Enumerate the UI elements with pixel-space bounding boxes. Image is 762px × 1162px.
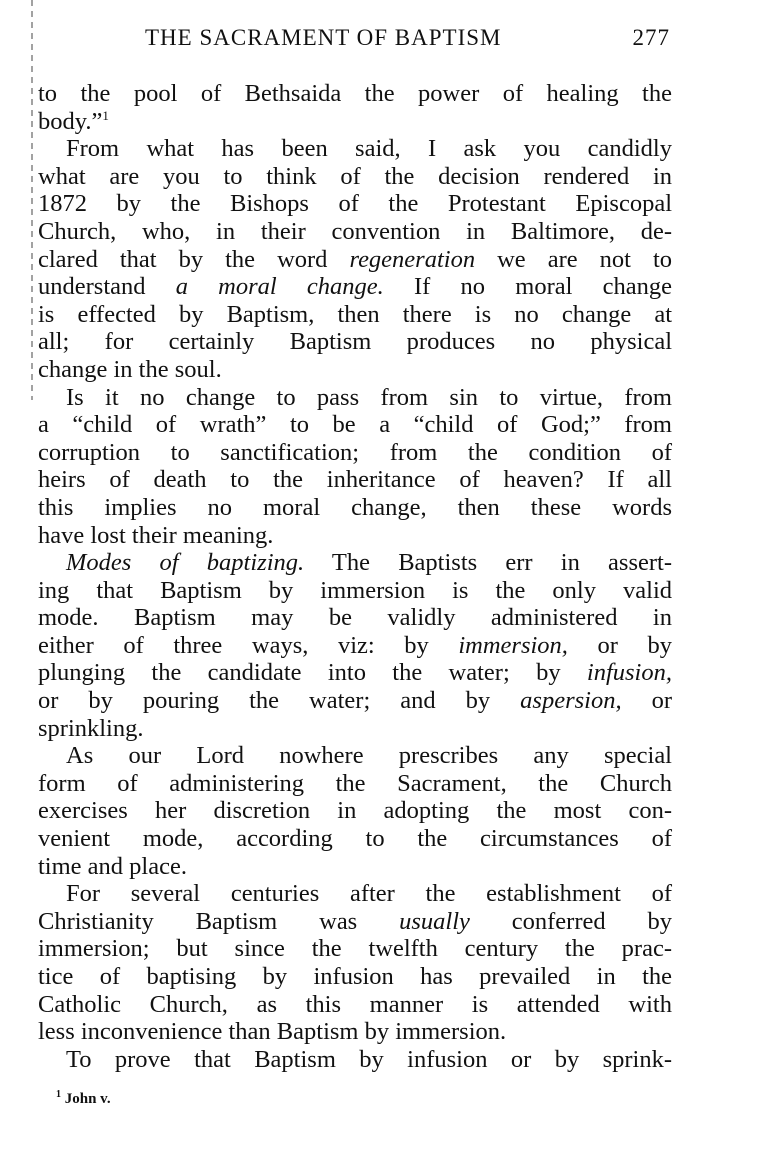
text-run: The Baptists err in assert- [304, 549, 672, 577]
text-line: tice of baptising by infusion has prevailed in the [38, 963, 672, 990]
text-line: Catholic Church, as this manner is attended with [38, 990, 672, 1018]
text-run: plunging the candidate into the water; by [38, 659, 587, 687]
text-run: clared that by the word [38, 245, 350, 273]
text-run: or [621, 687, 672, 715]
text-run: understand [38, 273, 176, 301]
italic-term: a moral change. [175, 273, 384, 301]
text-line [38, 108, 672, 136]
text-line: is effected by Baptism, then there is no change at [38, 300, 672, 328]
paragraph-proof [38, 1046, 672, 1074]
paragraph-sin-to-virtue [38, 384, 672, 550]
text-line: this implies no moral change, then these words [38, 493, 672, 521]
footnote-reference: 1 [102, 107, 109, 123]
text-run: Christianity Baptism was [38, 907, 400, 935]
section-heading: Modes of baptizing. [66, 549, 305, 577]
text-line: all; for certainly Baptism produces no physical [38, 328, 672, 356]
text-line: For several centuries after the establishment of [66, 880, 672, 908]
text-line: mode. Baptism may be validly administered in [38, 604, 672, 632]
text-line: Is it no change to pass from sin to virtue, from [66, 383, 672, 411]
text-line [38, 687, 672, 715]
text-line: to the pool of Bethsaida the power of healing the [38, 80, 672, 107]
text-line: corruption to sanctification; from the condition of [38, 438, 672, 466]
page-number: 277 [632, 25, 670, 50]
running-head [145, 24, 670, 52]
text-line [38, 659, 672, 687]
text-line: ing that Baptism by immersion is the only valid [38, 576, 672, 604]
text-line: From what has been said, I ask you candidly [66, 135, 672, 163]
text-run: or by [567, 631, 672, 659]
italic-term: immersion, [458, 631, 568, 659]
text-line: less inconvenience than Baptism by immersion. [38, 1018, 507, 1046]
text-line: heirs of death to the inheritance of heaven? If all [38, 466, 672, 494]
text-line: exercises her discretion in adopting the most con- [38, 797, 672, 825]
text-line [38, 273, 672, 301]
paragraph-history [38, 880, 672, 1046]
paragraph-continuation [38, 80, 672, 135]
footnote-text: John v. [64, 1091, 111, 1107]
italic-term: usually [399, 907, 470, 935]
text-line [38, 549, 672, 577]
text-run: or by pouring the water; and by [38, 687, 521, 715]
text-run: either of three ways, viz: by [38, 631, 459, 659]
paragraph-modes-of-baptizing [38, 549, 672, 742]
text-run: If no moral change [383, 273, 672, 301]
running-title: THE SACRAMENT OF BAPTISM [145, 25, 502, 50]
text-line: venient mode, according to the circumstances of [38, 825, 672, 853]
italic-term: regeneration [349, 245, 476, 273]
text-line: immersion; but since the twelfth century the prac- [38, 935, 672, 963]
text-run: body.” [38, 107, 103, 135]
text-line: form of administering the Sacrament, the Church [38, 769, 672, 797]
text-run: conferred by [469, 907, 672, 935]
text-line: As our Lord nowhere prescribes any special [66, 742, 672, 770]
text-line: To prove that Baptism by infusion or by sprink- [66, 1045, 672, 1073]
text-line [38, 632, 672, 660]
text-line: a “child of wrath” to be a “child of God;” from [38, 411, 672, 439]
text-line: change in the soul. [38, 355, 222, 383]
footnote-mark: 1 [56, 1089, 61, 1100]
text-line: Church, who, in their convention in Baltimore, de- [38, 217, 672, 245]
italic-term: aspersion, [520, 687, 622, 715]
paragraph-moral-change [38, 135, 672, 383]
text-line: 1872 by the Bishops of the Protestant Episcopal [38, 190, 672, 218]
text-line: what are you to think of the decision rendered in [38, 162, 672, 190]
text-run: we are not to [475, 245, 672, 273]
binding-gutter-shadow [31, 0, 33, 400]
body-text [38, 80, 672, 1073]
paragraph-discretion [38, 742, 672, 880]
text-line: time and place. [38, 852, 187, 880]
text-line: sprinkling. [38, 714, 144, 742]
italic-term: infusion, [586, 659, 672, 687]
text-line [38, 908, 672, 936]
footnote [56, 1089, 111, 1109]
text-line [38, 246, 672, 274]
text-line: have lost their meaning. [38, 521, 274, 549]
